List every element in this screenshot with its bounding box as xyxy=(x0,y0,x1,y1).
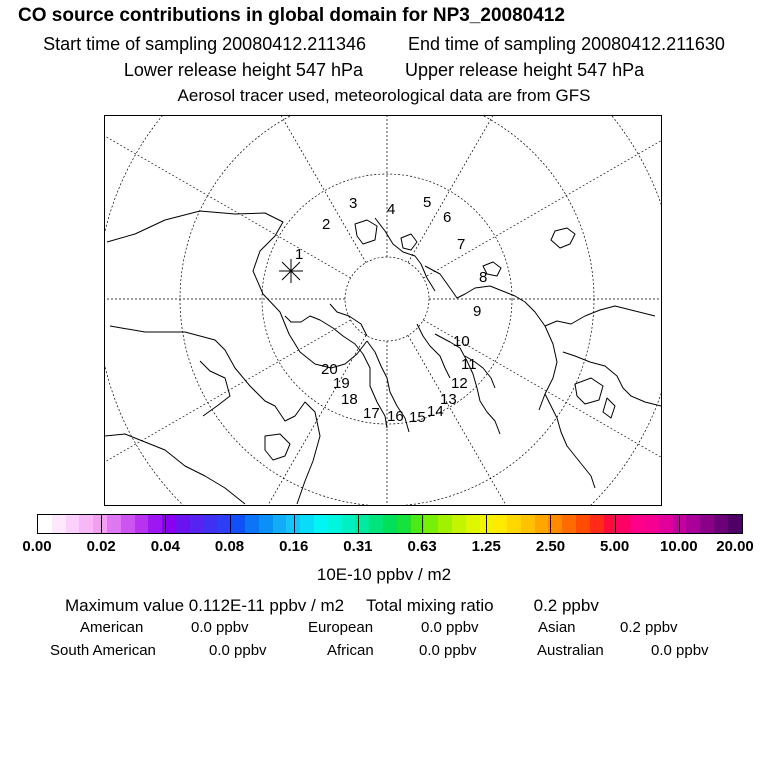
trajectory-label: 10 xyxy=(453,333,470,350)
colorbar-units: 10E-10 ppbv / m2 xyxy=(316,565,452,584)
trajectory-label: 18 xyxy=(341,391,358,408)
colorbar-tick-label: 2.50 xyxy=(535,538,566,555)
release-heights xyxy=(0,60,768,81)
colorbar xyxy=(37,514,743,534)
colorbar-divider xyxy=(486,514,487,534)
colorbar-tick-label: 5.00 xyxy=(600,538,630,555)
colorbar-divider xyxy=(294,514,295,534)
colorbar-tick-label: 0.02 xyxy=(86,538,116,555)
coastlines xyxy=(105,211,661,504)
trajectory-label: 16 xyxy=(387,408,404,425)
region-name-european: European xyxy=(308,619,374,636)
region-value-asian: 0.2 ppbv xyxy=(620,619,678,636)
trajectory-label: 6 xyxy=(443,209,452,226)
colorbar-cell xyxy=(714,515,728,533)
plot-title: CO source contributions in global domain for NP3_20080412 xyxy=(18,5,565,26)
colorbar-cell xyxy=(397,515,411,533)
colorbar-divider xyxy=(358,514,359,534)
colorbar-divider xyxy=(165,514,166,534)
tracer-info: Aerosol tracer used, meteorological data are from GFS xyxy=(177,86,591,105)
colorbar-divider xyxy=(679,514,680,534)
region-name-australian: Australian xyxy=(537,642,604,659)
colorbar-tick-label: 20.00 xyxy=(716,538,754,555)
trajectory-labels xyxy=(295,194,487,426)
trajectory-label: 8 xyxy=(479,269,488,286)
colorbar-cell xyxy=(314,515,328,533)
sampling-times xyxy=(0,34,768,55)
meridian-line xyxy=(408,335,662,506)
meridian-line xyxy=(105,116,351,278)
meridian-line xyxy=(105,116,366,263)
trajectory-label: 12 xyxy=(451,375,468,392)
trajectory-label: 19 xyxy=(333,375,350,392)
trajectory-label: 5 xyxy=(423,194,432,211)
lat-lon-grid xyxy=(105,116,662,506)
colorbar-cell xyxy=(245,515,259,533)
meridian-line xyxy=(105,320,351,506)
region-name-african: African xyxy=(327,642,374,659)
colorbar-cell xyxy=(135,515,149,533)
region-value-south-american: 0.0 ppbv xyxy=(209,642,267,659)
colorbar-cell xyxy=(121,515,135,533)
colorbar-cell xyxy=(79,515,93,533)
trajectory-label: 17 xyxy=(363,405,380,422)
colorbar-cell xyxy=(162,515,176,533)
colorbar-tick-label: 0.04 xyxy=(150,538,180,555)
trajectory-label: 11 xyxy=(461,356,477,373)
colorbar-divider xyxy=(422,514,423,534)
meridian-lines xyxy=(105,116,662,506)
region-value-american: 0.0 ppbv xyxy=(191,619,249,636)
colorbar-divider xyxy=(615,514,616,534)
colorbar-cell xyxy=(535,515,549,533)
trajectory-label: 9 xyxy=(473,303,482,320)
trajectory-label: 1 xyxy=(295,246,304,263)
colorbar-cell xyxy=(659,515,673,533)
colorbar-cell xyxy=(148,515,162,533)
colorbar-tick-label: 1.25 xyxy=(471,538,501,555)
colorbar-cell xyxy=(369,515,383,533)
colorbar-cell xyxy=(438,515,452,533)
colorbar-cell xyxy=(576,515,590,533)
map-canvas xyxy=(105,116,662,506)
trajectory-label: 15 xyxy=(409,409,426,426)
max-and-total xyxy=(65,596,599,616)
colorbar-divider xyxy=(550,514,551,534)
total-mixing-label: Total mixing ratio xyxy=(366,596,494,615)
trajectory-label: 7 xyxy=(457,236,466,253)
max-value-text: Maximum value 0.112E-11 ppbv / m2 xyxy=(65,596,345,615)
colorbar-cell xyxy=(590,515,604,533)
colorbar-cell xyxy=(93,515,107,533)
end-time-text: End time of sampling 20080412.211630 xyxy=(407,34,725,54)
colorbar-cell xyxy=(728,515,742,533)
colorbar-cell xyxy=(466,515,480,533)
colorbar-cell xyxy=(631,515,645,533)
colorbar-tick-label: 0.08 xyxy=(214,538,245,555)
colorbar-cell xyxy=(645,515,659,533)
colorbar-cell xyxy=(617,515,631,533)
colorbar-cell xyxy=(507,515,521,533)
colorbar-cell xyxy=(424,515,438,533)
colorbar-cell xyxy=(383,515,397,533)
colorbar-tick-label: 0.31 xyxy=(343,538,373,555)
colorbar-tick-label: 0.16 xyxy=(279,538,309,555)
lower-height-text: Lower release height 547 hPa xyxy=(123,60,363,80)
colorbar-cell xyxy=(204,515,218,533)
colorbar-tick-label: 10.00 xyxy=(660,538,698,555)
colorbar-cell xyxy=(493,515,507,533)
region-name-asian: Asian xyxy=(538,619,576,636)
colorbar-cell xyxy=(342,515,356,533)
colorbar-cell xyxy=(521,515,535,533)
region-name-south-american: South American xyxy=(50,642,156,659)
colorbar-cell xyxy=(231,515,245,533)
trajectory-label: 2 xyxy=(322,216,331,233)
trajectory-label: 13 xyxy=(440,391,457,408)
colorbar-tick-label: 0.63 xyxy=(407,538,437,555)
colorbar-divider xyxy=(101,514,102,534)
colorbar-tick-label: 0.00 xyxy=(22,538,52,555)
colorbar-cell xyxy=(300,515,314,533)
colorbar-cell xyxy=(38,515,52,533)
meridian-line xyxy=(408,116,662,263)
colorbar-cell xyxy=(452,515,466,533)
colorbar-cell xyxy=(686,515,700,533)
colorbar-cell xyxy=(107,515,121,533)
colorbar-cell xyxy=(562,515,576,533)
colorbar-cell xyxy=(52,515,66,533)
colorbar-cell xyxy=(176,515,190,533)
colorbar-cell xyxy=(700,515,714,533)
total-mixing-value: 0.2 ppbv xyxy=(533,596,599,615)
trajectory-label: 20 xyxy=(321,361,338,378)
trajectory-label: 4 xyxy=(387,201,396,218)
trajectory-label: 14 xyxy=(427,403,444,420)
colorbar-cell xyxy=(259,515,273,533)
region-value-european: 0.0 ppbv xyxy=(421,619,479,636)
start-time-text: Start time of sampling 20080412.211346 xyxy=(43,34,366,54)
colorbar-cell xyxy=(328,515,342,533)
region-value-australian: 0.0 ppbv xyxy=(651,642,709,659)
colorbar-cell xyxy=(190,515,204,533)
polar-map xyxy=(104,115,662,506)
trajectory-label: 3 xyxy=(349,195,358,212)
region-value-african: 0.0 ppbv xyxy=(419,642,477,659)
colorbar-cell xyxy=(66,515,80,533)
colorbar-cell xyxy=(273,515,287,533)
colorbar-divider xyxy=(230,514,231,534)
region-name-american: American xyxy=(80,619,144,636)
upper-height-text: Upper release height 547 hPa xyxy=(405,60,645,80)
